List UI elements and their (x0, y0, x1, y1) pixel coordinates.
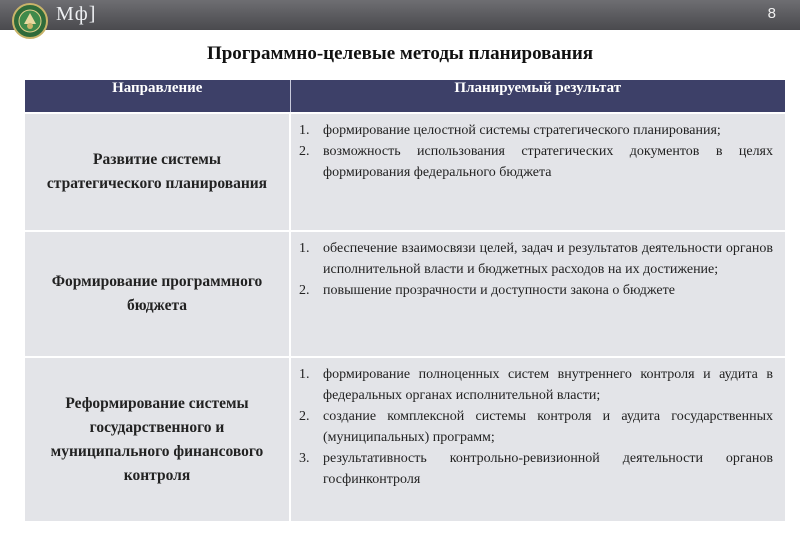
list-item: 2. повышение прозрачности и доступности закона о бюджете (299, 283, 675, 298)
page-number: 8 (767, 5, 776, 22)
table-row (25, 231, 785, 357)
direction-cell: Развитие системы стратегического планирования (25, 113, 290, 231)
list-item: 2. создание комплексной системы контроля и аудита государственных (муниципальных) программ; (299, 409, 773, 445)
slide-title: Программно-целевые методы планирования (206, 43, 594, 64)
planning-methods-table (25, 80, 785, 521)
brand-mark: Мф] (56, 3, 97, 25)
result-cell (290, 113, 785, 231)
emblem-logo-icon (10, 2, 50, 40)
list-item: 1. обеспечение взаимосвязи целей, задач и результатов деятельности органов исполнительной власти и бюджетных расходов на их достижение; (299, 241, 773, 277)
table-row (25, 113, 785, 231)
result-cell (290, 357, 785, 521)
list-item: 1. формирование целостной системы стратегического планирования; (299, 123, 721, 138)
result-list (299, 364, 773, 490)
column-header-result: Планируемый результат (290, 80, 785, 113)
result-list (299, 120, 773, 183)
column-header-direction: Направление (25, 80, 290, 113)
result-cell (290, 231, 785, 357)
list-item: 1. формирование полноценных систем внутреннего контроля и аудита в федеральных органах исполнительной власти; (299, 367, 773, 403)
list-item: 3. результативность контрольно-ревизионной деятельности органов госфинконтроля (299, 451, 773, 487)
direction-cell: Формирование программного бюджета (25, 231, 290, 357)
table-row (25, 357, 785, 521)
result-list (299, 238, 773, 301)
list-item: 2. возможность использования стратегических документов в целях формирования федерального бюджета (299, 144, 773, 180)
direction-cell: Реформирование системы государственного и муниципального финансового контроля (25, 357, 290, 521)
table-header-row (25, 80, 785, 113)
top-bar (0, 0, 800, 30)
